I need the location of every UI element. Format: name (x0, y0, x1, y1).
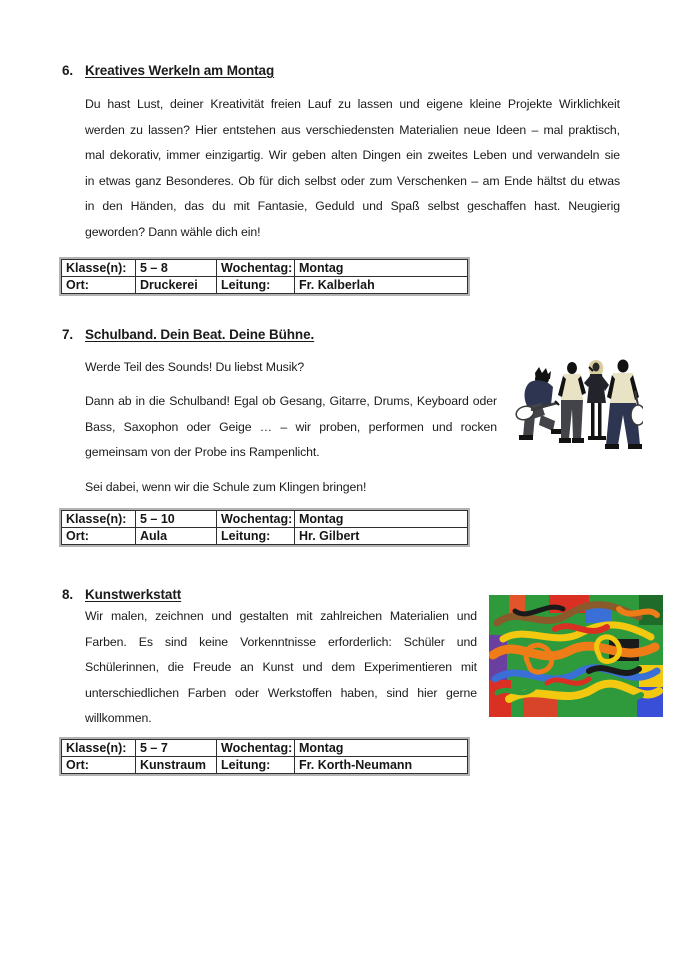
section-6-title: Kreatives Werkeln am Montag (85, 63, 275, 78)
table-cell-value: Kunstraum (136, 757, 217, 774)
table-cell-label: Leitung: (217, 757, 295, 774)
table-cell-value: Montag (295, 511, 468, 528)
section-8-heading (62, 586, 181, 603)
section-6-heading (62, 62, 274, 79)
section-8-number: 8. (62, 587, 74, 602)
table-cell-value: Fr. Kalberlah (295, 277, 468, 294)
table-row (62, 740, 468, 757)
table-cell-value: 5 – 10 (136, 511, 217, 528)
section-6-number: 6. (62, 63, 74, 78)
table-cell-value: Montag (295, 260, 468, 277)
table-row (62, 260, 468, 277)
section-8-info-table (61, 739, 468, 774)
table-cell-label: Klasse(n): (62, 511, 136, 528)
table-cell-label: Klasse(n): (62, 740, 136, 757)
section-8-paragraph: Wir malen, zeichnen und gestalten mit zahlreichen Materialien und Farben. Es sind keine Vorkenntnisse erforderlich: Schüler und Schülerinnen, die Freude an Kunst und dem Experimentieren mit unterschiedlichen Farben oder Werkstoffen haben, sind hier gerne willkommen. (85, 609, 477, 725)
section-7-paragraph-3: Sei dabei, wenn wir die Schule zum Klingen bringen! (85, 480, 367, 494)
section-7-info-table (61, 510, 468, 545)
table-cell-value: 5 – 8 (136, 260, 217, 277)
section-7-number: 7. (62, 327, 74, 342)
section-8-title: Kunstwerkstatt (85, 587, 182, 602)
section-7-heading (62, 326, 314, 343)
table-cell-label: Ort: (62, 277, 136, 294)
abstract-painting-image (489, 595, 663, 717)
table-cell-label: Ort: (62, 757, 136, 774)
section-6-info-table (61, 259, 468, 294)
table-cell-label: Leitung: (217, 277, 295, 294)
school-band-image (511, 357, 643, 452)
table-cell-label: Ort: (62, 528, 136, 545)
table-row (62, 757, 468, 774)
table-cell-value: Fr. Korth-Neumann (295, 757, 468, 774)
table-cell-label: Klasse(n): (62, 260, 136, 277)
table-cell-value: Aula (136, 528, 217, 545)
section-6-paragraph: Du hast Lust, deiner Kreativität freien Lauf zu lassen und eigene kleine Projekte Wirklichkeit werden zu lassen? Hier entstehen aus verschiedensten Materialien neue Ideen – mal praktisch, mal dekorativ, immer einzigartig. Wir geben alten Dingen ein zweites Leben und verwandeln sie in etwas ganz Besonderes. Ob für dich selbst oder zum Verschenken – am Ende hältst du etwas in den Händen, das du mit Fantasie, Geduld und Spaß selbst geschaffen hast. Neugierig geworden? Dann wähle dich ein! (85, 97, 620, 239)
section-7-paragraph-2: Dann ab in die Schulband! Egal ob Gesang, Gitarre, Drums, Keyboard oder Bass, Saxophon oder Geige … – wir proben, performen und rocken gemeinsam von der Probe ins Rampenlicht. (85, 394, 497, 459)
table-cell-value: Montag (295, 740, 468, 757)
table-row (62, 277, 468, 294)
table-row (62, 511, 468, 528)
table-cell-value: 5 – 7 (136, 740, 217, 757)
section-7-paragraph-1: Werde Teil des Sounds! Du liebst Musik? (85, 360, 305, 374)
table-row (62, 528, 468, 545)
table-cell-label: Wochentag: (217, 260, 295, 277)
table-cell-label: Wochentag: (217, 740, 295, 757)
table-cell-value: Druckerei (136, 277, 217, 294)
table-cell-value: Hr. Gilbert (295, 528, 468, 545)
table-cell-label: Leitung: (217, 528, 295, 545)
section-7-title: Schulband. Dein Beat. Deine Bühne. (85, 327, 315, 342)
table-cell-label: Wochentag: (217, 511, 295, 528)
